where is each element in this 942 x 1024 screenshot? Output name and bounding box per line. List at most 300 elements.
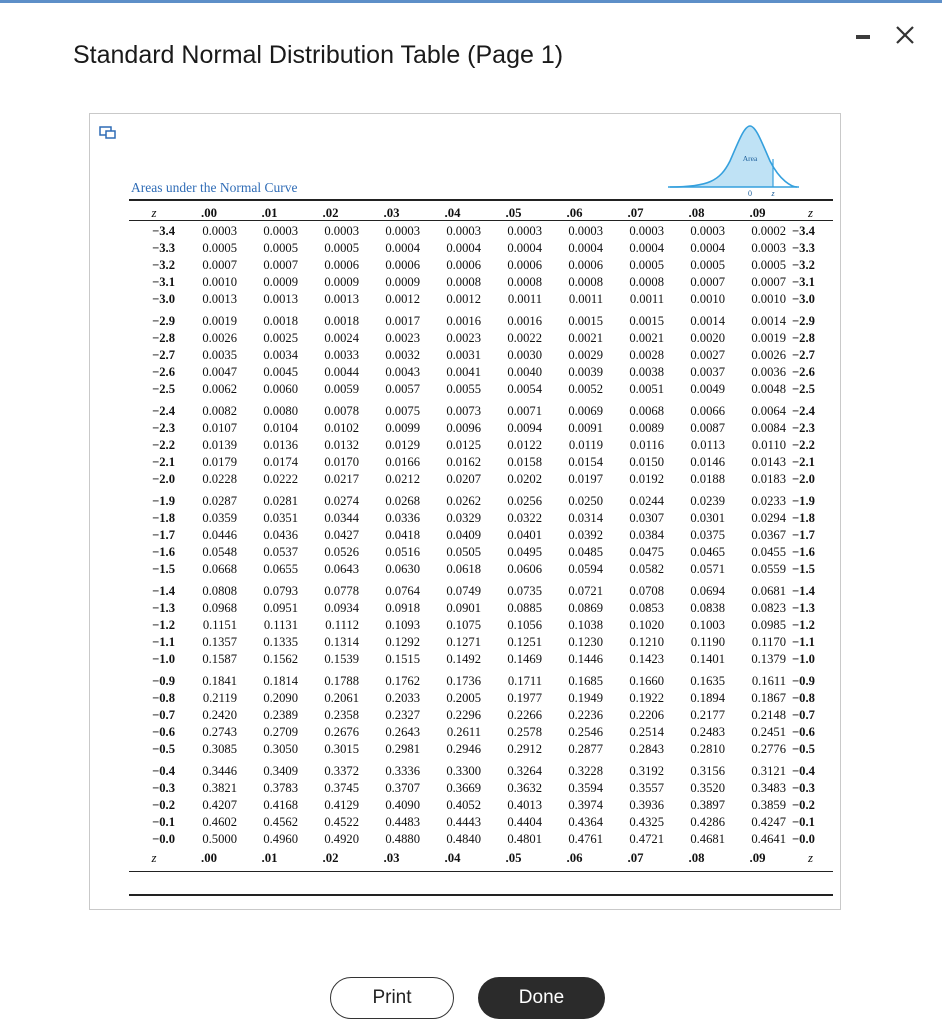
table-cell: 0.1131	[263, 618, 298, 632]
table-cell: 0.0089	[629, 421, 664, 435]
z-value-left: −1.7	[152, 528, 175, 542]
table-cell: 0.0022	[507, 331, 542, 345]
table-row	[129, 454, 833, 471]
table-cell: 0.2236	[568, 708, 603, 722]
table-cell: 0.0274	[324, 494, 359, 508]
z-value-right: −2.4	[792, 404, 815, 418]
table-bottom-rule	[129, 894, 833, 896]
table-cell: 0.3336	[385, 764, 420, 778]
expand-image-icon[interactable]	[99, 126, 117, 140]
table-cell: 0.1922	[629, 691, 664, 705]
table-row	[129, 488, 833, 510]
header-col-1: .01	[261, 206, 278, 220]
table-cell: 0.0170	[324, 455, 359, 469]
table-cell: 0.0016	[446, 314, 481, 328]
done-button[interactable]: Done	[478, 977, 605, 1019]
table-cell: 0.1867	[751, 691, 786, 705]
table-cell: 0.0040	[507, 365, 542, 379]
z-value-left: −0.4	[152, 764, 175, 778]
table-cell: 0.2709	[263, 725, 298, 739]
table-cell: 0.0294	[751, 511, 786, 525]
table-row	[129, 634, 833, 651]
table-cell: 0.2148	[751, 708, 786, 722]
table-cell: 0.0885	[507, 601, 542, 615]
table-cell: 0.3783	[263, 781, 298, 795]
header-col-2: .02	[322, 206, 339, 220]
table-cell: 0.0012	[446, 292, 481, 306]
table-cell: 0.0099	[385, 421, 420, 435]
table-cell: 0.2912	[507, 742, 542, 756]
header-col-3: .03	[383, 206, 400, 220]
table-cell: 0.0150	[629, 455, 664, 469]
table-cell: 0.4404	[507, 815, 542, 829]
table-cell: 0.1151	[202, 618, 237, 632]
table-cell: 0.0606	[507, 562, 542, 576]
table-footer-row	[129, 848, 833, 868]
table-cell: 0.0041	[446, 365, 481, 379]
z-value-right: −3.3	[792, 241, 815, 255]
table-cell: 0.2206	[629, 708, 664, 722]
table-cell: 0.2327	[385, 708, 420, 722]
table-cell: 0.0212	[385, 472, 420, 486]
table-cell: 0.0102	[324, 421, 359, 435]
table-cell: 0.0239	[690, 494, 725, 508]
table-cell: 0.0594	[568, 562, 603, 576]
table-cell: 0.2611	[446, 725, 481, 739]
z-value-right: −0.6	[792, 725, 815, 739]
z-value-right: −1.2	[792, 618, 815, 632]
table-cell: 0.3264	[507, 764, 542, 778]
table-cell: 0.0351	[263, 511, 298, 525]
table-cell: 0.0003	[202, 224, 237, 238]
table-cell: 0.0618	[446, 562, 481, 576]
table-cell: 0.0006	[568, 258, 603, 272]
table-cell: 0.2266	[507, 708, 542, 722]
table-header-row	[129, 203, 833, 223]
table-cell: 0.0009	[324, 275, 359, 289]
table-cell: 0.1711	[507, 674, 542, 688]
z-value-right: −0.3	[792, 781, 815, 795]
table-cell: 0.3936	[629, 798, 664, 812]
table-cell: 0.0032	[385, 348, 420, 362]
z-value-left: −1.0	[152, 652, 175, 666]
table-cell: 0.2090	[263, 691, 298, 705]
table-cell: 0.2420	[202, 708, 237, 722]
table-row	[129, 420, 833, 437]
table-row	[129, 471, 833, 488]
table-cell: 0.3156	[690, 764, 725, 778]
table-cell: 0.4168	[263, 798, 298, 812]
z-value-right: −2.3	[792, 421, 815, 435]
table-cell: 0.0029	[568, 348, 603, 362]
table-cell: 0.3520	[690, 781, 725, 795]
table-row	[129, 510, 833, 527]
table-cell: 0.0968	[202, 601, 237, 615]
table-cell: 0.0869	[568, 601, 603, 615]
table-cell: 0.1423	[629, 652, 664, 666]
table-cell: 0.0019	[202, 314, 237, 328]
z-value-right: −2.1	[792, 455, 815, 469]
z-value-left: −2.0	[152, 472, 175, 486]
table-cell: 0.0329	[446, 511, 481, 525]
z-value-left: −2.9	[152, 314, 175, 328]
table-cell: 0.1357	[202, 635, 237, 649]
table-cell: 0.0281	[263, 494, 298, 508]
table-cell: 0.3974	[568, 798, 603, 812]
z-value-left: −2.5	[152, 382, 175, 396]
header-z-right: z	[808, 206, 813, 220]
table-cell: 0.0548	[202, 545, 237, 559]
table-cell: 0.0069	[568, 404, 603, 418]
table-cell: 0.0075	[385, 404, 420, 418]
table-row	[129, 617, 833, 634]
table-cell: 0.0005	[690, 258, 725, 272]
curve-zero-label: 0	[748, 189, 752, 198]
z-value-right: −0.4	[792, 764, 815, 778]
table-row	[129, 831, 833, 848]
table-cell: 0.1271	[446, 635, 481, 649]
table-row	[129, 347, 833, 364]
table-cell: 0.1112	[325, 618, 359, 632]
table-cell: 0.0934	[324, 601, 359, 615]
table-cell: 0.0048	[751, 382, 786, 396]
table-cell: 0.0495	[507, 545, 542, 559]
z-value-left: −2.2	[152, 438, 175, 452]
table-cell: 0.0207	[446, 472, 481, 486]
table-row	[129, 364, 833, 381]
table-cell: 0.0630	[385, 562, 420, 576]
footer-col-6: .06	[566, 851, 583, 865]
z-value-right: −1.3	[792, 601, 815, 615]
table-cell: 0.0015	[568, 314, 603, 328]
table-cell: 0.3228	[568, 764, 603, 778]
table-cell: 0.0721	[568, 584, 603, 598]
z-table	[129, 203, 833, 868]
table-cell: 0.1949	[568, 691, 603, 705]
print-button[interactable]: Print	[330, 977, 454, 1019]
z-value-left: −2.1	[152, 455, 175, 469]
z-value-right: −2.8	[792, 331, 815, 345]
table-cell: 0.0367	[751, 528, 786, 542]
table-cell: 0.0011	[568, 292, 603, 306]
table-cell: 0.3483	[751, 781, 786, 795]
table-cell: 0.0129	[385, 438, 420, 452]
table-cell: 0.0084	[751, 421, 786, 435]
table-cell: 0.0071	[507, 404, 542, 418]
z-value-left: −0.3	[152, 781, 175, 795]
table-cell: 0.0007	[690, 275, 725, 289]
table-cell: 0.1401	[690, 652, 725, 666]
table-cell: 0.1539	[324, 652, 359, 666]
table-row	[129, 544, 833, 561]
z-value-right: −0.2	[792, 798, 815, 812]
table-cell: 0.0778	[324, 584, 359, 598]
table-cell: 0.0015	[629, 314, 664, 328]
z-value-left: −3.4	[152, 224, 175, 238]
table-cell: 0.3594	[568, 781, 603, 795]
z-value-left: −3.1	[152, 275, 175, 289]
minimize-icon[interactable]	[856, 35, 870, 39]
table-cell: 0.0307	[629, 511, 664, 525]
table-cell: 0.0013	[202, 292, 237, 306]
table-row	[129, 561, 833, 578]
z-value-right: −2.5	[792, 382, 815, 396]
table-cell: 0.0009	[385, 275, 420, 289]
z-value-right: −1.5	[792, 562, 815, 576]
table-cell: 0.1894	[690, 691, 725, 705]
table-cell: 0.0052	[568, 382, 603, 396]
table-cell: 0.2514	[629, 725, 664, 739]
z-value-right: −3.2	[792, 258, 815, 272]
table-cell: 0.0031	[446, 348, 481, 362]
table-cell: 0.0005	[263, 241, 298, 255]
table-cell: 0.0485	[568, 545, 603, 559]
table-cell: 0.0082	[202, 404, 237, 418]
table-cell: 0.0951	[263, 601, 298, 615]
z-value-left: −1.9	[152, 494, 175, 508]
table-cell: 0.0314	[568, 511, 603, 525]
header-col-9: .09	[749, 206, 766, 220]
curve-z-label: z	[771, 189, 775, 198]
table-cell: 0.0375	[690, 528, 725, 542]
z-value-left: −2.7	[152, 348, 175, 362]
z-value-right: −0.7	[792, 708, 815, 722]
table-cell: 0.0096	[446, 421, 481, 435]
table-cell: 0.0078	[324, 404, 359, 418]
table-row	[129, 690, 833, 707]
table-cell: 0.2676	[324, 725, 359, 739]
window-title: Standard Normal Distribution Table (Page 1)	[73, 41, 564, 69]
table-cell: 0.0139	[202, 438, 237, 452]
table-cell: 0.1170	[751, 635, 786, 649]
table-cell: 0.0017	[385, 314, 420, 328]
header-col-6: .06	[566, 206, 583, 220]
table-cell: 0.0401	[507, 528, 542, 542]
table-cell: 0.0073	[446, 404, 481, 418]
table-cell: 0.0004	[385, 241, 420, 255]
table-row	[129, 668, 833, 690]
z-value-left: −2.8	[152, 331, 175, 345]
z-value-left: −1.4	[152, 584, 175, 598]
z-value-left: −0.1	[152, 815, 175, 829]
table-cell: 0.0735	[507, 584, 542, 598]
table-caption: Areas under the Normal Curve	[131, 180, 298, 195]
z-value-left: −1.6	[152, 545, 175, 559]
table-cell: 0.1515	[385, 652, 420, 666]
header-col-5: .05	[505, 206, 522, 220]
curve-area-label: Area	[742, 154, 758, 163]
table-cell: 0.0038	[629, 365, 664, 379]
table-cell: 0.4325	[629, 815, 664, 829]
z-value-right: −0.5	[792, 742, 815, 756]
table-cell: 0.4681	[690, 832, 725, 846]
table-cell: 0.0233	[751, 494, 786, 508]
table-cell: 0.0918	[385, 601, 420, 615]
table-cell: 0.4129	[324, 798, 359, 812]
table-cell: 0.2451	[751, 725, 786, 739]
table-cell: 0.0136	[263, 438, 298, 452]
table-cell: 0.0057	[385, 382, 420, 396]
table-cell: 0.0013	[263, 292, 298, 306]
z-value-right: −0.8	[792, 691, 815, 705]
table-cell: 0.0021	[568, 331, 603, 345]
table-cell: 0.0359	[202, 511, 237, 525]
table-cell: 0.0125	[446, 438, 481, 452]
table-cell: 0.1292	[385, 635, 420, 649]
table-cell: 0.0003	[690, 224, 725, 238]
table-cell: 0.1469	[507, 652, 542, 666]
footer-col-8: .08	[688, 851, 705, 865]
table-cell: 0.0004	[568, 241, 603, 255]
z-value-left: −3.0	[152, 292, 175, 306]
table-cell: 0.0008	[507, 275, 542, 289]
table-cell: 0.0113	[690, 438, 725, 452]
z-value-left: −0.0	[152, 832, 175, 846]
table-cell: 0.1020	[629, 618, 664, 632]
table-cell: 0.2119	[202, 691, 237, 705]
z-value-right: −1.1	[792, 635, 815, 649]
close-icon[interactable]	[893, 18, 919, 50]
table-cell: 0.0003	[751, 241, 786, 255]
table-cell: 0.3372	[324, 764, 359, 778]
table-cell: 0.0019	[751, 331, 786, 345]
table-cell: 0.0427	[324, 528, 359, 542]
z-value-right: −1.9	[792, 494, 815, 508]
z-value-right: −2.6	[792, 365, 815, 379]
table-cell: 0.0228	[202, 472, 237, 486]
table-cell: 0.0023	[385, 331, 420, 345]
z-value-right: −2.9	[792, 314, 815, 328]
table-cell: 0.4602	[202, 815, 237, 829]
table-cell: 0.0322	[507, 511, 542, 525]
table-cell: 0.0010	[690, 292, 725, 306]
table-cell: 0.4443	[446, 815, 481, 829]
table-cell: 0.0018	[263, 314, 298, 328]
table-cell: 0.4880	[385, 832, 420, 846]
table-cell: 0.0002	[751, 224, 786, 238]
table-cell: 0.0027	[690, 348, 725, 362]
table-cell: 0.4483	[385, 815, 420, 829]
table-cell: 0.0392	[568, 528, 603, 542]
table-cell: 0.0003	[385, 224, 420, 238]
z-value-left: −0.5	[152, 742, 175, 756]
z-value-right: −1.4	[792, 584, 815, 598]
table-cell: 0.0006	[446, 258, 481, 272]
table-cell: 0.0174	[263, 455, 298, 469]
table-cell: 0.4920	[324, 832, 359, 846]
table-cell: 0.0122	[507, 438, 542, 452]
table-cell: 0.0009	[263, 275, 298, 289]
table-cell: 0.0005	[751, 258, 786, 272]
z-value-right: −2.2	[792, 438, 815, 452]
table-cell: 0.1562	[263, 652, 298, 666]
table-cell: 0.4052	[446, 798, 481, 812]
table-cell: 0.0028	[629, 348, 664, 362]
z-value-left: −1.2	[152, 618, 175, 632]
table-cell: 0.0060	[263, 382, 298, 396]
z-value-right: −0.9	[792, 674, 815, 688]
footer-col-9: .09	[749, 851, 766, 865]
table-cell: 0.0007	[263, 258, 298, 272]
table-row	[129, 797, 833, 814]
table-cell: 0.0643	[324, 562, 359, 576]
table-cell: 0.0021	[629, 331, 664, 345]
z-value-left: −0.8	[152, 691, 175, 705]
table-cell: 0.0003	[446, 224, 481, 238]
table-row	[129, 651, 833, 668]
table-row	[129, 707, 833, 724]
table-cell: 0.0003	[568, 224, 603, 238]
table-cell: 0.0301	[690, 511, 725, 525]
table-cell: 0.0823	[751, 601, 786, 615]
table-cell: 0.0054	[507, 382, 542, 396]
table-cell: 0.0409	[446, 528, 481, 542]
footer-col-3: .03	[383, 851, 400, 865]
table-cell: 0.3015	[324, 742, 359, 756]
table-cell: 0.4801	[507, 832, 542, 846]
table-cell: 0.1977	[507, 691, 542, 705]
table-cell: 0.0838	[690, 601, 725, 615]
table-cell: 0.0013	[324, 292, 359, 306]
z-value-right: −3.1	[792, 275, 815, 289]
table-cell: 0.1611	[751, 674, 786, 688]
table-cell: 0.0066	[690, 404, 725, 418]
table-cell: 0.1446	[568, 652, 603, 666]
table-cell: 0.1814	[263, 674, 298, 688]
table-cell: 0.0033	[324, 348, 359, 362]
table-cell: 0.2177	[690, 708, 725, 722]
table-cell: 0.0094	[507, 421, 542, 435]
z-value-right: −1.0	[792, 652, 815, 666]
table-cell: 0.0985	[751, 618, 786, 632]
table-cell: 0.3897	[690, 798, 725, 812]
table-cell: 0.0764	[385, 584, 420, 598]
z-value-left: −2.3	[152, 421, 175, 435]
table-cell: 0.1251	[507, 635, 542, 649]
table-cell: 0.0091	[568, 421, 603, 435]
table-row	[129, 814, 833, 831]
table-cell: 0.0104	[263, 421, 298, 435]
table-cell: 0.2005	[446, 691, 481, 705]
table-cell: 0.0287	[202, 494, 237, 508]
table-cell: 0.4562	[263, 815, 298, 829]
table-cell: 0.4522	[324, 815, 359, 829]
table-cell: 0.0059	[324, 382, 359, 396]
table-cell: 0.0808	[202, 584, 237, 598]
table-cell: 0.0681	[751, 584, 786, 598]
z-value-right: −2.7	[792, 348, 815, 362]
table-cell: 0.1660	[629, 674, 664, 688]
footer-z-left: z	[151, 851, 157, 865]
table-cell: 0.0154	[568, 455, 603, 469]
table-cell: 0.1314	[324, 635, 359, 649]
table-cell: 0.0197	[568, 472, 603, 486]
window-top-border	[0, 0, 942, 3]
footer-col-7: .07	[627, 851, 644, 865]
header-z-left: z	[151, 206, 157, 220]
table-cell: 0.4761	[568, 832, 603, 846]
table-cell: 0.0011	[507, 292, 542, 306]
table-cell: 0.3446	[202, 764, 237, 778]
table-cell: 0.1075	[446, 618, 481, 632]
table-cell: 0.0708	[629, 584, 664, 598]
table-cell: 0.0559	[751, 562, 786, 576]
table-row	[129, 274, 833, 291]
table-row	[129, 381, 833, 398]
table-cell: 0.0004	[507, 241, 542, 255]
header-col-0: .00	[201, 206, 217, 220]
table-top-rule	[129, 199, 833, 201]
